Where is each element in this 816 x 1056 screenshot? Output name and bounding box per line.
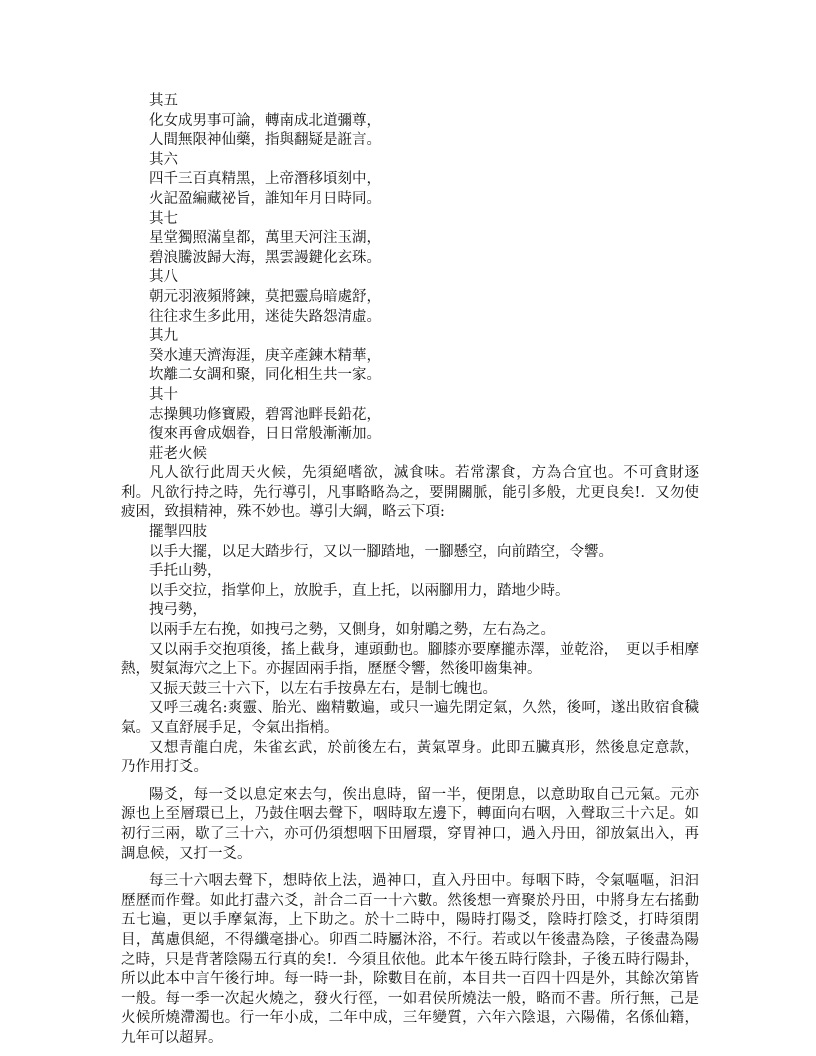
poem-title: 其八	[149, 269, 178, 286]
poem-line: 往往求生多此用，迷徒失路怨清虛。	[149, 308, 381, 325]
poem-title: 其十	[149, 386, 178, 403]
body-paragraph: 又想青龍白虎，朱雀玄武，於前後左右，黃氣罩身。此即五臟真形，然後息定意款，乃作用打爻。	[121, 739, 699, 776]
poem-line: 復來再會成姻眷，日日常般漸漸加。	[149, 426, 381, 443]
section-heading: 莊老火候	[149, 445, 207, 462]
poem-line: 火記盈編藏祕旨，誰知年月日時同。	[149, 190, 381, 207]
exercise-desc: 以兩手左右挽，如拽弓之勢，又側身，如射鵰之勢，左右為之。	[149, 622, 555, 639]
poem-title: 其七	[149, 210, 178, 227]
poem-line: 癸水連天濟海涯，庚辛產鍊木精華，	[149, 347, 381, 364]
paragraph-gap	[121, 778, 699, 786]
poem-title: 其五	[149, 93, 178, 109]
body-paragraph: 陽爻，每一爻以息定來去勻，俟出息時，留一半，便閉息，以意助取自己元氣。元亦源也上至層環已上，乃鼓住咽去聲下，咽時取左邊下，轉面向右咽，入聲取三十六足。如初行三兩，歇了三十六，亦可仍須想咽下田層環，穿胃神口，過入丹田，卻放氣出入，再調息候，又打一爻。	[121, 786, 699, 862]
document-page	[121, 92, 699, 1049]
exercise-desc: 以手大擺，以足大踏步行，又以一腳踏地，一腳懸空，向前踏空，令響。	[149, 543, 613, 560]
exercise-list	[121, 523, 699, 641]
body-paragraph: 又以兩手交抱項後，搖上截身，連頭動也。腳膝亦要摩攏赤澤，並乾浴， 更以手相摩熱，熨氣海穴之上下。亦握固兩手指，歷歷令響，然後叩齒集神。	[121, 641, 699, 678]
poem-line: 碧浪騰波歸大海，黑雲謾鍵化玄珠。	[149, 249, 381, 266]
paragraph-gap	[121, 864, 699, 872]
poem-title: 其九	[149, 328, 178, 345]
exercise-desc: 以手交拉，指掌仰上，放脫手，直上托，以兩腳用力，踏地少時。	[149, 582, 570, 599]
body-paragraph: 又呼三魂名:爽靈、胎光、幽精數遍，或只一遍先閉定氣，久然，後呵，遂出敗宿食穢氣。又直舒展手足，令氣出指梢。	[121, 700, 699, 736]
body-paragraph: 每三十六咽去聲下，想時依上法，過神口，直入丹田中。每咽下時，令氣嘔嘔，汩汩歷歷而作聲。如此打盡六爻，計合二百一十六數。然後想一齊聚於丹田，中將身左右搖動五七遍，更以手摩氣海，上下助之。於十二時中，陽時打陽爻，陰時打陰爻，打時須閉目，萬慮俱絕，不得纖毫掛心。卯酉二時屬沐浴，不行。若或以午後盡為陰，子後盡為陽之時，只是背著陰陽五行真的矣!．今須且依他。此本午後五時行陰卦，子後五時行陽卦，所以此本中言午後行坤。每一時一卦，除數目在前，本目共一百四十四是外，其餘次第皆一般。每一季一次起火燒之，發火行徑，一如君侯所燒法一般，略而不書。所行無，己是火候所燒滯濁也。行一年小成，二年中成，三年變質，六年六陰退，六陽備，名係仙籍，九年可以超昇。	[121, 873, 699, 1046]
exercise-name: 擺掣四肢	[149, 524, 207, 541]
exercise-name: 拽弓勢，	[149, 602, 207, 619]
poem-line: 化女成男事可論，轉南成北道彌尊，	[149, 112, 381, 129]
poem-section	[121, 92, 699, 445]
poem-title: 其六	[149, 151, 178, 168]
body-paragraph: 又振天鼓三十六下，以左右手按鼻左右，是制七魄也。	[149, 680, 497, 697]
poem-line: 四千三百真精黑，上帝潛移頃刻中，	[149, 171, 381, 188]
poem-line: 坎離二女調和聚，同化相生共一家。	[149, 367, 381, 384]
poem-line: 人間無限神仙藥，指與翻疑是誑言。	[149, 132, 381, 149]
poem-line: 朝元羽液頻將鍊，莫把靈烏暗處舒，	[149, 288, 381, 305]
poem-line: 星堂獨照滿皇都，萬里天河注玉湖，	[149, 230, 381, 247]
poem-line: 志操興功修寶殿，碧霄池畔長鉛花，	[149, 406, 381, 423]
intro-paragraph: 凡人欲行此周天火候，先須絕嗜欲，滅食味。若常潔食，方為合宜也。不可貪財逐利。凡欲行持之時，先行導引，凡事略略為之，要開關脈，能引多般，尤更良矣!．又勿使疲困，致損精神，殊不妙也。導引大綱，略云下項:	[121, 465, 699, 521]
exercise-name: 手托山勢，	[149, 563, 222, 580]
